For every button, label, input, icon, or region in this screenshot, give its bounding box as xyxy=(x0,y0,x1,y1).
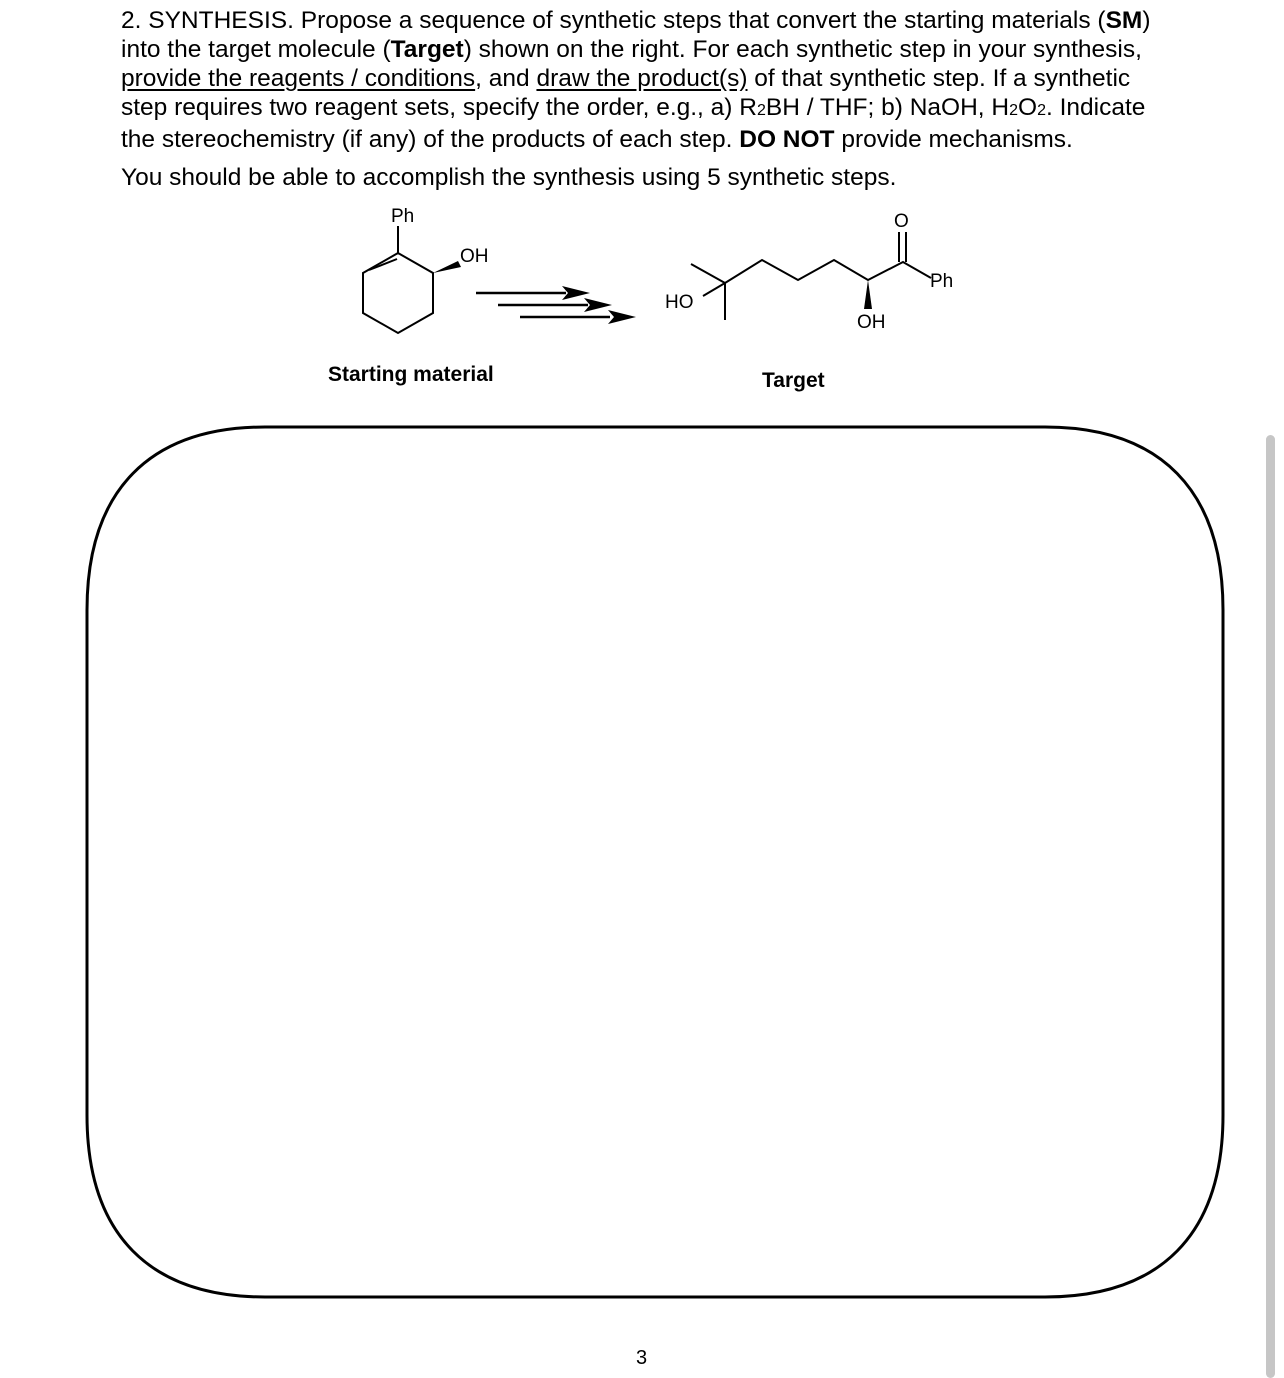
wedge-bond-target xyxy=(864,280,872,309)
question-text-8: . Indicate the stereochemistry (if any) of the products of each step. xyxy=(121,94,1146,153)
question-text-4: , and xyxy=(475,65,537,92)
subscript-2b: 2 xyxy=(1009,102,1018,119)
sm-oh-label: OH xyxy=(460,246,489,267)
sm-abbrev: SM xyxy=(1105,7,1143,34)
target-o-label: O xyxy=(894,211,909,232)
target-word: Target xyxy=(390,36,464,63)
question-number: 2. xyxy=(121,7,142,34)
question-heading: SYNTHESIS. xyxy=(148,7,294,34)
scrollbar[interactable] xyxy=(1266,435,1275,1378)
target-caption: Target xyxy=(762,369,825,392)
question-text xyxy=(121,6,1181,154)
multistep-arrow xyxy=(476,293,610,317)
starting-material-caption: Starting material xyxy=(328,363,494,386)
question-text-1: Propose a sequence of synthetic steps that convert the starting materials ( xyxy=(293,7,1106,34)
subscript-2c: 2 xyxy=(1037,102,1046,119)
question-text-9: provide mechanisms. xyxy=(834,126,1073,153)
question-text-5: of that synthetic step. If a synthetic step requires two reagent sets, specify the order, e.g., a) R xyxy=(121,65,1131,121)
question-text-3: ) shown on the right. For each synthetic step in your synthesis, xyxy=(463,36,1142,63)
question-text-2: ) into the target molecule ( xyxy=(121,7,1151,63)
underline-products: draw the product(s) xyxy=(536,65,748,92)
underline-reagents: provide the reagents / conditions xyxy=(121,65,476,92)
subscript-2a: 2 xyxy=(756,102,766,119)
page-number: 3 xyxy=(636,1347,648,1369)
arrowhead-1 xyxy=(562,286,590,300)
sm-ph-label: Ph xyxy=(391,206,415,227)
question-text-6: BH / THF; b) NaOH, H xyxy=(765,94,1010,121)
target-structure xyxy=(691,232,931,320)
do-not-emphasis: DO NOT xyxy=(739,126,835,153)
question-text-7: O xyxy=(1018,94,1038,121)
target-ho-label: HO xyxy=(665,292,694,313)
steps-note: You should be able to accomplish the synthesis using 5 synthetic steps. xyxy=(121,164,897,191)
target-oh-label: OH xyxy=(857,312,886,333)
starting-material-structure xyxy=(363,226,433,333)
arrowhead-2 xyxy=(584,298,612,312)
wedge-bond xyxy=(433,261,461,273)
arrowhead-3 xyxy=(608,310,636,324)
reaction-scheme xyxy=(0,195,1284,365)
target-ph-label: Ph xyxy=(930,271,954,292)
answer-box-outline xyxy=(87,427,1223,1297)
answer-box[interactable] xyxy=(80,420,1230,1305)
